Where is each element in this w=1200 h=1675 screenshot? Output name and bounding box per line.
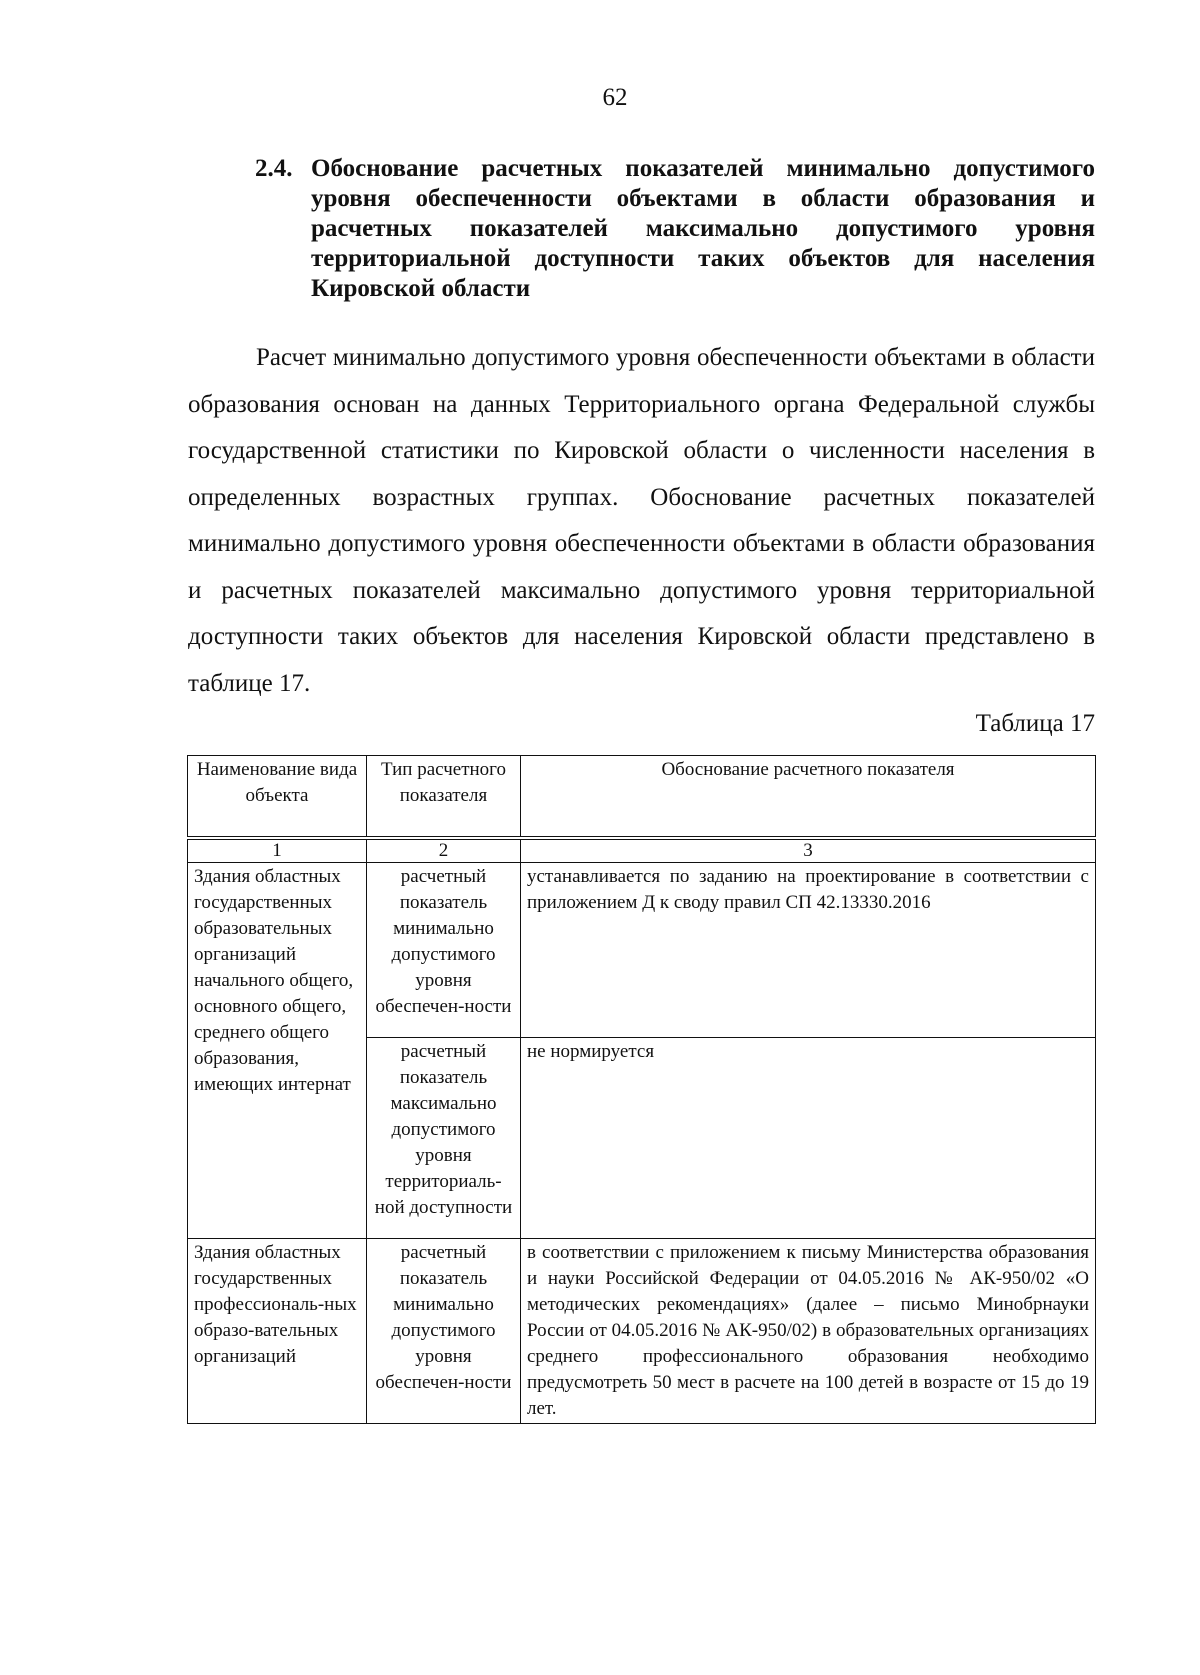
body-paragraph: Расчет минимально допустимого уровня обеспеченности объектами в области образования основан на данных Территориального органа Федеральной службы государственной статистики по Кировской области о численности населения в определенных возрастных группах. Обоснование расчетных показателей минимально допустимого уровня обеспеченности объектами в области образования и расчетных показателей максимально допустимого уровня территориальной доступности таких объектов для населения Кировской области представлено в таблице 17. <box>188 344 1095 697</box>
indicator-type-cell: расчетный показатель минимально допустимого уровня обеспечен-ности <box>367 1239 521 1424</box>
section-number: 2.4. <box>255 155 293 182</box>
page-number: 62 <box>602 84 628 111</box>
table-column-numbers-row <box>188 838 1096 863</box>
table-row <box>188 1239 1096 1424</box>
justification-cell: не нормируется <box>521 1038 1096 1239</box>
table-caption: Таблица 17 <box>975 710 1095 737</box>
column-number: 1 <box>188 838 367 863</box>
section-title: Обоснование расчетных показателей минимально допустимого уровня обеспеченности объектами в области образования и расчетных показателей максимально допустимого уровня территориальной доступности таких объектов для населения Кировской области <box>311 155 1095 302</box>
column-number: 2 <box>367 838 521 863</box>
object-name-cell: Здания областных государственных профессиональ-ных образо-вательных организаций <box>188 1239 367 1424</box>
indicator-type-cell: расчетный показатель максимально допустимого уровня территориаль-ной доступности <box>367 1038 521 1239</box>
indicator-type-cell: расчетный показатель минимально допустимого уровня обеспечен-ности <box>367 863 521 1038</box>
object-name-cell: Здания областных государственных образовательных организаций начального общего, основного общего, среднего общего образования, имеющих интернат <box>188 863 367 1239</box>
column-number: 3 <box>521 838 1096 863</box>
table-row <box>188 863 1096 1038</box>
justification-cell: устанавливается по заданию на проектирование в соответствии с приложением Д к своду правил СП 42.13330.2016 <box>521 863 1096 1038</box>
data-table <box>187 755 1096 1424</box>
header-justification: Обоснование расчетного показателя <box>521 756 1096 839</box>
justification-cell: в соответствии с приложением к письму Министерства образования и науки Российской Федерации от 04.05.2016 № АК-950/02 «О методических рекомендациях» (далее – письмо Минобрнауки России от 04.05.2016 № АК-950/02) в образовательных организациях среднего профессионального образования необходимо предусмотреть 50 мест в расчете на 100 детей в возрасте от 15 до 19 лет. <box>521 1239 1096 1424</box>
header-indicator-type: Тип расчетного показателя <box>367 756 521 839</box>
section-heading <box>255 154 1095 304</box>
header-object-name: Наименование вида объекта <box>188 756 367 839</box>
table-header-row <box>188 756 1096 839</box>
